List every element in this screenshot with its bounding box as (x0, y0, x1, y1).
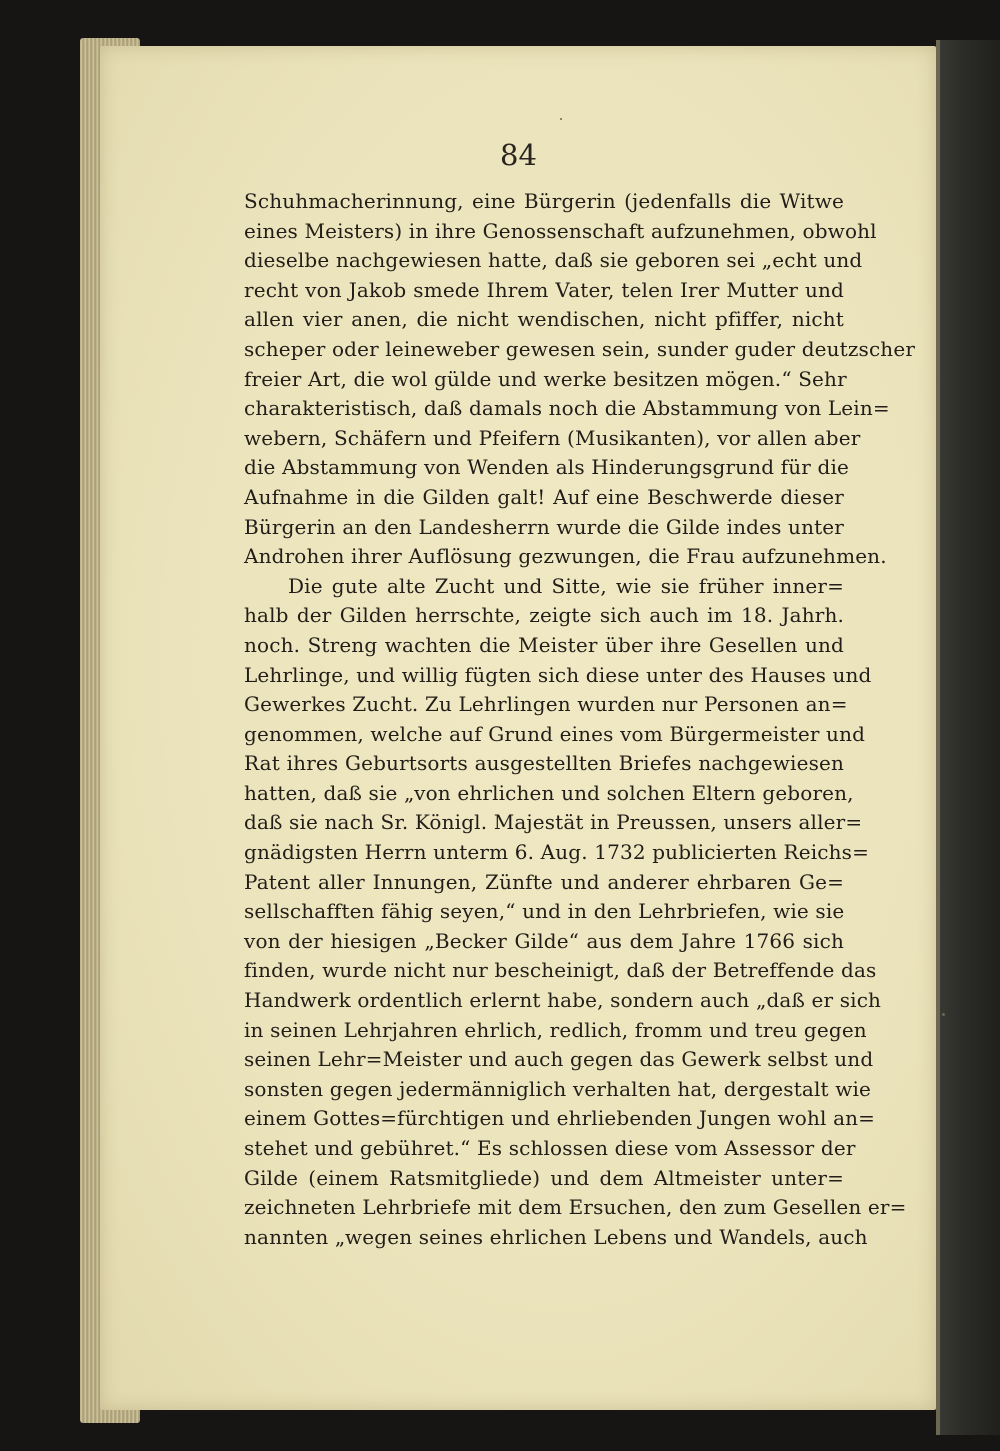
text-line: die Abstammung von Wenden als Hinderungsgrund für die (244, 455, 849, 480)
text-line: genommen, welche auf Grund eines vom Bürgermeister und (244, 721, 866, 746)
text-line: noch. Streng wachten die Meister über ihre Gesellen und (244, 632, 844, 657)
text-line: Handwerk ordentlich erlernt habe, sondern auch „daß er sich (244, 988, 882, 1013)
text-line: eines Meisters) in ihre Genossenschaft aufzunehmen, obwohl (244, 218, 877, 243)
text-line: sellschafften fähig seyen,“ und in den Lehrbriefen, wie sie (244, 899, 845, 924)
text-line: webern, Schäfern und Pfeifern (Musikanten), vor allen aber (244, 425, 861, 450)
paper-speck (560, 118, 562, 120)
text-line: einem Gottes=fürchtigen und ehrliebenden Jungen wohl an= (244, 1106, 876, 1131)
text-line: seinen Lehr=Meister und auch gegen das Gewerk selbst und (244, 1047, 874, 1072)
text-line: Schuhmacherinnung, eine Bürgerin (jedenfalls die Witwe (244, 189, 844, 213)
text-line: in seinen Lehrjahren ehrlich, redlich, fromm und treu gegen (244, 1017, 867, 1042)
text-line: stehet und gebühret.“ Es schlossen diese vom Assessor der (244, 1136, 856, 1160)
book-cover-edge (936, 40, 1000, 1435)
text-line: halb der Gilden herrschte, zeigte sich auch im 18. Jahrh. (244, 603, 844, 628)
text-line: zeichneten Lehrbriefe mit dem Ersuchen, den zum Gesellen er= (244, 1195, 907, 1220)
text-line: recht von Jakob smede Ihrem Vater, telen Irer Mutter und (244, 277, 844, 302)
text-line: nannten „wegen seines ehrlichen Lebens und Wandels, auch (244, 1224, 868, 1249)
text-line: daß sie nach Sr. Königl. Majestät in Preussen, unsers aller= (244, 810, 863, 835)
text-line: Die gute alte Zucht und Sitte, wie sie früher inner= (288, 573, 844, 598)
text-line: scheper oder leineweber gewesen sein, sunder guder deutzscher (244, 336, 916, 361)
body-text (244, 187, 916, 1252)
text-line: dieselbe nachgewiesen hatte, daß sie geboren sei „echt und (244, 248, 863, 273)
text-line: Aufnahme in die Gilden galt! Auf eine Beschwerde dieser (244, 484, 844, 509)
text-line: Gewerkes Zucht. Zu Lehrlingen wurden nur Personen an= (244, 692, 848, 717)
text-line: charakteristisch, daß damals noch die Abstammung von Lein= (244, 396, 890, 421)
text-line: Lehrlinge, und willig fügten sich diese unter des Hauses und (244, 662, 872, 687)
text-line: von der hiesigen „Becker Gilde“ aus dem Jahre 1766 sich (244, 928, 844, 953)
text-line: gnädigsten Herrn unterm 6. Aug. 1732 publicierten Reichs= (244, 840, 870, 865)
text-line: freier Art, die wol gülde und werke besitzen mögen.“ Sehr (244, 366, 847, 391)
text-line: hatten, daß sie „von ehrlichen und solchen Eltern geboren, (244, 780, 854, 805)
text-line: Bürgerin an den Landesherrn wurde die Gilde indes unter (244, 514, 844, 539)
text-line: Androhen ihrer Auflösung gezwungen, die Frau aufzunehmen. (244, 544, 887, 569)
text-line: finden, wurde nicht nur bescheinigt, daß der Betreffende das (244, 958, 877, 983)
text-line: Gilde (einem Ratsmitgliede) und dem Altmeister unter= (244, 1165, 844, 1190)
page-number: 84 (500, 138, 537, 172)
paper-speck (942, 1013, 945, 1016)
text-line: Rat ihres Geburtsorts ausgestellten Briefes nachgewiesen (244, 751, 844, 776)
text-line: allen vier anen, die nicht wendischen, nicht pfiffer, nicht (244, 307, 844, 332)
text-line: sonsten gegen jedermänniglich verhalten hat, dergestalt wie (244, 1076, 872, 1101)
text-line: Patent aller Innungen, Zünfte und anderer ehrbaren Ge= (244, 869, 844, 894)
